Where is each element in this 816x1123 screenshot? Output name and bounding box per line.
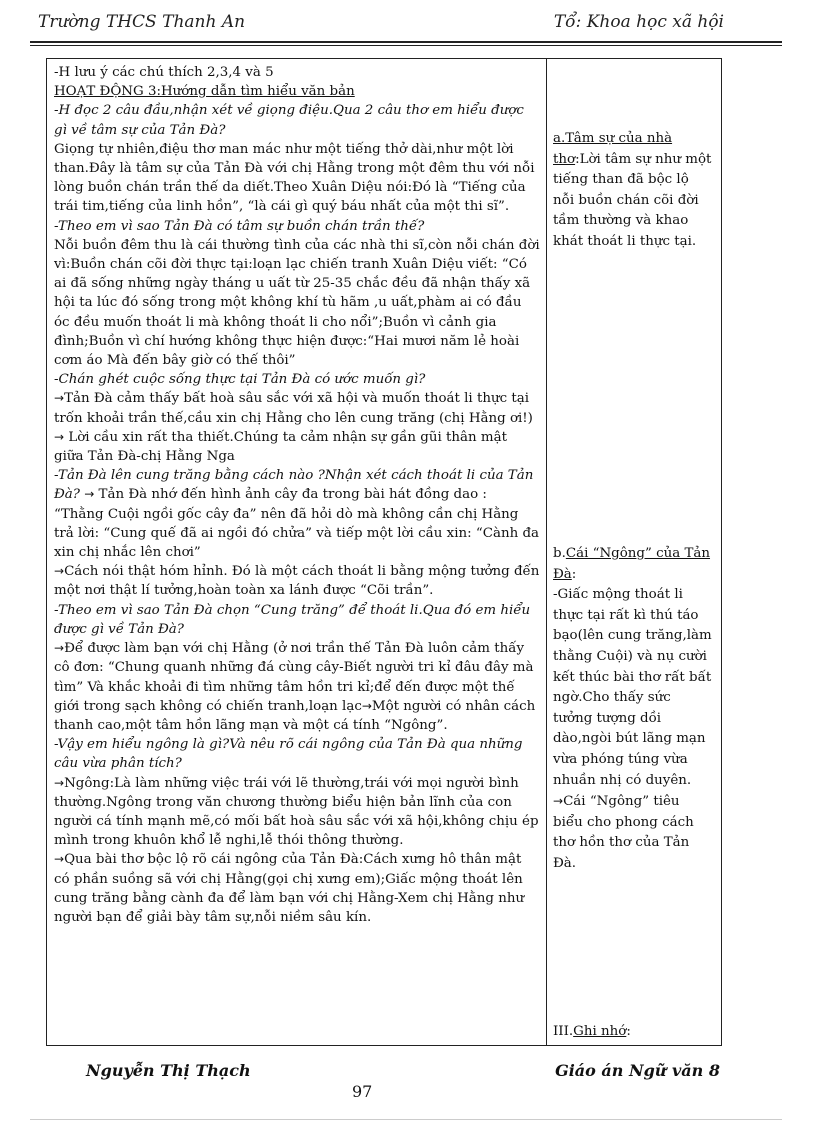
- header-department: Tổ: Khoa học xã hội: [553, 12, 724, 32]
- answer-6-continued: Một người có nhân cách thanh cao,một tâm hồn lãng mạn và một cá tính “Ngông”.: [54, 698, 536, 733]
- section-summary-heading: Ghi nhớ: [573, 1024, 627, 1039]
- activity-heading: HOẠT ĐỘNG 3:Hướng dẫn tìm hiểu văn bản: [54, 84, 355, 100]
- page-number: 97: [352, 1082, 373, 1101]
- section-summary-prefix: III.: [553, 1024, 574, 1039]
- right-arrow-icon: →: [54, 775, 65, 790]
- answer-1: Giọng tự nhiên,điệu thơ man mác như một tiếng thở dài,như một lời than.Đây là tâm sự của Tản Đà với chị Hằng trong một đêm thu với nỗi lòng buồn chán trần thế da diết.Theo Xuân Diệu nói:Đó là “Tiếng của trái tim,tiếng của linh hồn”, “là cái gì quý báu nhất của một thi sĩ”.: [54, 141, 535, 215]
- section-summary-colon: :: [626, 1024, 631, 1039]
- answer-5: [54, 562, 540, 600]
- content-column: [547, 59, 721, 1045]
- section-b-heading: Cái “Ngông” của Tản Đà: [553, 546, 711, 582]
- activity-column: [47, 59, 547, 1045]
- section-a-heading: a.Tâm sự của nhà thơ: [553, 131, 673, 167]
- right-arrow-icon: →: [54, 641, 65, 656]
- header-school: Trường THCS Thanh An: [38, 12, 246, 32]
- question-4: [54, 466, 540, 562]
- answer-7: [54, 774, 540, 851]
- header-rule-thin: [30, 45, 782, 46]
- question-1: -H đọc 2 câu đầu,nhận xét về giọng điệu.Qua 2 câu thơ em hiểu được gì về tâm sự của Tản Đà?: [54, 103, 524, 138]
- answer-7-text: Ngông:Là làm những việc trái với lẽ thường,trái với mọi người bình thường.Ngông trong văn chương thường biểu hiện bản lĩnh của con người cá tính mạnh mẽ,có mối bất hoà sâu sắc với xã hội,không chịu ép mình trong khuôn khổ lễ nghi,lễ thói thông thường.: [54, 775, 539, 849]
- answer-3-text: Tản Đà cảm thấy bất hoà sâu sắc với xã hội và muốn thoát li thực tại trốn khoải trần thế,cầu xin chị Hằng cho lên cung trăng (chị Hằng ơi!): [54, 391, 533, 426]
- right-arrow-icon: →: [54, 429, 65, 444]
- answer-8: [54, 850, 540, 927]
- answer-5-text: Cách nói thật hóm hỉnh. Đó là một cách thoát li bằng mộng tưởng đến một nơi thật lí tưởng,hoàn toàn xa lánh được “Cõi trần”.: [54, 564, 540, 599]
- section-a: [553, 129, 713, 253]
- footer-rule: [30, 1119, 782, 1120]
- answer-4-text: Tản Đà nhớ đến hình ảnh cây đa trong bài hát đồng dao : “Thằng Cuội ngồi gốc cây đa” nên đã hỏi dò mà không cần chị Hằng trả lời: “Cung quế đã ai ngồi đó chửa” và tiếp một lời cầu xin: “Cành đa xin chị nhắc lên chơi”: [54, 487, 540, 561]
- section-a-body: :Lời tâm sự như một tiếng than đã bộc lộ nỗi buồn chán cõi đời tầm thường và khao khát thoát li thực tại.: [553, 151, 712, 249]
- section-b: [553, 544, 713, 875]
- right-arrow-icon: →: [54, 852, 65, 867]
- question-4-text: -Tản Đà lên cung trăng bằng cách nào ?Nhận xét cách thoát li của Tản Đà?: [54, 468, 534, 503]
- answer-8-text: Qua bài thơ bộc lộ rõ cái ngông của Tản Đà:Cách xưng hô thân mật có phần suồng sã với chị Hằng(gọi chị xưng em);Giấc mộng thoát lên cung trăng bằng cành đa để làm bạn với chị Hằng-Xem chị Hằng như người bạn để giải bày tâm sự,nỗi niềm sâu kín.: [54, 852, 525, 925]
- section-b-prefix: b.: [553, 546, 566, 561]
- question-2: -Theo em vì sao Tản Đà có tâm sự buồn chán trần thế?: [54, 218, 425, 234]
- lesson-table: [46, 58, 722, 1046]
- footer-document: Giáo án Ngữ văn 8: [555, 1061, 720, 1080]
- right-arrow-icon: →: [54, 391, 65, 406]
- header-rule: [30, 41, 782, 43]
- section-summary: [553, 1022, 713, 1043]
- note-line: -H lưu ý các chú thích 2,3,4 và 5: [54, 65, 274, 80]
- right-arrow-icon: →: [54, 564, 65, 579]
- right-arrow-icon: →: [361, 698, 372, 713]
- answer-6: [54, 639, 540, 735]
- section-b-body: -Giấc mộng thoát li thực tại rất kì thú táo bạo(lên cung trăng,làm thằng Cuội) và nụ cười kết thúc bài thơ rất bất ngờ.Cho thấy sức tưởng tượng dồi dào,ngòi bút lãng mạn vừa phóng túng vừa nhuần nhị có duyên.: [553, 587, 712, 788]
- right-arrow-icon: →: [553, 794, 564, 809]
- section-b-conclusion: Cái “Ngông” tiêu biểu cho phong cách thơ hồn thơ của Tản Đà.: [553, 794, 694, 871]
- right-arrow-icon: →: [84, 487, 95, 502]
- section-b-colon: :: [571, 566, 577, 582]
- question-5: -Theo em vì sao Tản Đà chọn “Cung trăng” để thoát li.Qua đó em hiểu được gì về Tản Đà?: [54, 602, 531, 637]
- question-3: -Chán ghét cuộc sống thực tại Tản Đà có ước muốn gì?: [54, 372, 426, 388]
- answer-3: [54, 389, 540, 466]
- answer-3-continued: Lời cầu xin rất tha thiết.Chúng ta cảm nhận sự gần gũi thân mật giữa Tản Đà-chị Hằng Nga: [54, 429, 507, 465]
- footer-author: Nguyễn Thị Thạch: [86, 1061, 251, 1080]
- question-6: -Vậy em hiểu ngông là gì?Và nêu rõ cái ngông của Tản Đà qua những câu vừa phân tích?: [54, 737, 523, 772]
- answer-2: Nỗi buồn đêm thu là cái thường tình của các nhà thi sĩ,còn nỗi chán đời vì:Buồn chán cõi đời thực tại:loạn lạc chiến tranh Xuân Diệu viết: “Có ai đã sống những ngày tháng u uất từ 25-35 chắc đều đã nhận thấy xã hội ta lúc đó sống trong một không khí tù hãm ,u uất,phàm ai có đầu óc đều muốn thoát li mà không thoát li cho nổi”;Buồn vì cảnh gia đình;Buồn vì chí hướng không thực hiện được:“Hai mươi năm lẻ hoài cơm áo Mà đến bây giờ có thế thôi”: [54, 237, 540, 369]
- answer-6-text: Để được làm bạn với chị Hằng (ở nơi trần thế Tản Đà luôn cảm thấy cô đơn: “Chung quanh những đá cùng cây-Biết người tri kỉ đâu đây mà tìm” Và khắc khoải đi tìm những tâm hồn tri kỉ;để đến được một thế giới trong sạch không có chiến tranh,loạn lạc: [54, 641, 534, 714]
